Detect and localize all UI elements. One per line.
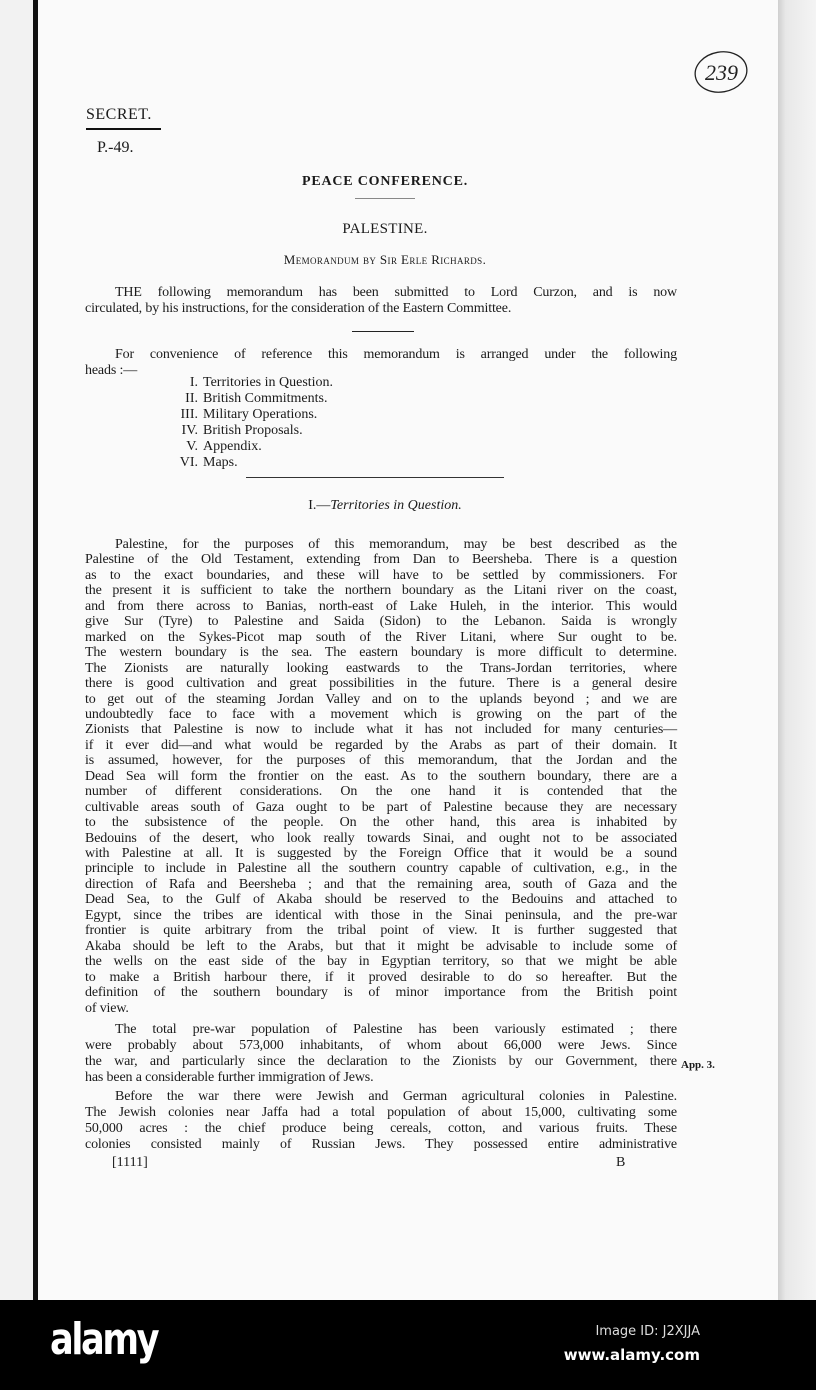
paragraph-line: Egypt, since the tribes are identical with those in the Sinai peninsula, and the pre-war xyxy=(85,907,677,923)
paragraph-line: and from there across to Banias, north-east of Lake Huleh, in the interior. This would xyxy=(85,598,677,614)
heads-item xyxy=(150,375,333,391)
heads-item xyxy=(150,423,333,439)
paragraph-line: as to the exact boundaries, and these will have to be settled by commissioners. For xyxy=(85,567,677,583)
heads-label: Military Operations. xyxy=(203,407,318,422)
watermark-url: www.alamy.com xyxy=(563,1346,700,1364)
binding-edge xyxy=(33,0,38,1300)
document-title: PEACE CONFERENCE. xyxy=(301,174,469,189)
paragraph-line: 50,000 acres : the chief produce being cereals, cotton, and various fruits. These xyxy=(85,1121,677,1136)
paragraph-line: principle to include in Palestine all the southern country capable of cultivation, e.g., in the xyxy=(85,861,677,877)
alamy-logo: alamy xyxy=(50,1314,158,1365)
section-title: Territories in Question. xyxy=(330,498,462,513)
section-heading xyxy=(85,498,685,514)
paragraph-line: were probably about 573,000 inhabitants, of whom about 66,000 were Jews. Since xyxy=(85,1038,677,1053)
paragraph-line: direction of Rafa and Beersheba ; and that the remaining area, south of Gaza and the xyxy=(85,876,677,892)
classification-underline xyxy=(86,128,161,130)
paragraph-line: Zionists that Palestine is now to include what it has not included for many centuries— xyxy=(85,722,677,738)
left-gutter xyxy=(0,0,33,1300)
paragraph-line: of view. xyxy=(85,1000,129,1016)
heads-item xyxy=(150,455,333,471)
heads-item xyxy=(150,407,333,423)
handwritten-folio-number xyxy=(692,48,750,96)
convenience-line: For convenience of reference this memorandum is arranged under the following xyxy=(115,347,677,362)
image-id: Image ID: J2XJJA xyxy=(595,1324,700,1339)
paragraph-line: frontier is quite arbitrary from the tribal point of view. It is further suggested that xyxy=(85,923,677,939)
paper-number: P.-49. xyxy=(97,139,134,156)
paragraph-line: definition of the southern boundary is of minor importance from the British point xyxy=(85,985,677,1001)
paragraph-line: Dead Sea will form the frontier on the east. As to the southern boundary, there are a xyxy=(85,768,677,784)
paragraph-line: marked on the Sykes-Picot map south of the River Litani, where Sur ought to be. xyxy=(85,629,677,645)
heads-label: British Proposals. xyxy=(203,423,303,438)
paragraph-line: give Sur (Tyre) to Palestine and Saida (Sidon) to the Lebanon. Saida is wrongly xyxy=(85,614,677,630)
printer-signature: [1111] xyxy=(112,1155,148,1170)
paragraph-line: there is good cultivation and great possibilities in the future. There is a general desire xyxy=(85,676,677,692)
paragraph-line: The western boundary is the sea. The eastern boundary is more difficult to determine. xyxy=(85,645,677,661)
divider xyxy=(352,331,414,332)
paragraph-line: Dead Sea, to the Gulf of Akaba should be reserved to the Bedouins and attached to xyxy=(85,892,677,908)
folio-number-text: 239 xyxy=(705,60,738,85)
heads-label: Maps. xyxy=(203,455,238,470)
paragraph-line: with Palestine at all. It is suggested by the Foreign Office that it would be a sound xyxy=(85,846,677,861)
heads-numeral: II. xyxy=(185,391,198,406)
paragraph-line: The Zionists are naturally looking eastwards to the Trans-Jordan territories, where xyxy=(85,660,677,676)
heads-label: British Commitments. xyxy=(203,391,328,406)
page-edge-shadow xyxy=(778,0,816,1300)
paragraph-line: Palestine, for the purposes of this memorandum, may be best described as the xyxy=(115,537,677,552)
heads-item xyxy=(150,391,333,407)
paragraph-line: Akaba should be left to the Arabs, but that it might be advisable to include some of xyxy=(85,938,677,954)
intro-line: THE following memorandum has been submitted to Lord Curzon, and is now xyxy=(115,285,677,300)
paragraph-line: is assumed, however, for the purposes of this memorandum, that the Jordan and the xyxy=(85,753,677,769)
paragraph-line: The total pre-war population of Palestine has been variously estimated ; there xyxy=(115,1022,677,1037)
paragraph-line: Bedouins of the desert, who look really towards Sinai, and ought not to be associated xyxy=(85,830,677,846)
paragraph-line: cultivable areas south of Gaza ought to be part of Palestine because they are necessary xyxy=(85,799,677,815)
heads-label: Territories in Question. xyxy=(203,375,334,390)
heads-item xyxy=(150,439,333,455)
intro-line: circulated, by his instructions, for the consideration of the Eastern Committee. xyxy=(85,301,512,316)
divider xyxy=(246,477,504,478)
heads-numeral: VI. xyxy=(179,455,198,470)
paragraph-line: if it ever did—and what would be regarded by the Arabs as part of their domain. It xyxy=(85,737,677,753)
convenience-line: heads :— xyxy=(85,363,138,378)
paragraph-line: to make a British harbour there, if it proved desirable to do so hereafter. But the xyxy=(85,969,677,985)
paragraph-line: to the subsistence of the people. On the other hand, this area is inhabited by xyxy=(85,815,677,831)
sheet-signature: B xyxy=(616,1155,626,1170)
document-subject: PALESTINE. xyxy=(342,221,428,237)
paragraph-line: has been a considerable further immigration of Jews. xyxy=(85,1070,374,1085)
divider xyxy=(355,198,415,199)
heads-numeral: V. xyxy=(186,439,198,454)
paragraph-line: number of different considerations. On the one hand it is contended that the xyxy=(85,784,677,800)
paragraph-line: undoubtedly face to face with a movement which is growing on the part of the xyxy=(85,706,677,722)
byline: Memorandum by Sir Erle Richards. xyxy=(283,252,487,267)
watermark-bar xyxy=(0,1300,816,1390)
margin-note: App. 3. xyxy=(681,1059,715,1071)
paragraph-line: Palestine of the Old Testament, extending from Dan to Beersheba. There is a question xyxy=(85,552,677,568)
paragraph-line: the wells on the east side of the bay in Egyptian territory, so that we might be able xyxy=(85,954,677,970)
paragraph-line: the present it is sufficient to take the northern boundary as the Litani river on the coast, xyxy=(85,583,677,599)
section-number: I.— xyxy=(308,498,331,513)
paragraph-line: The Jewish colonies near Jaffa had a total population of about 15,000, cultivating some xyxy=(85,1105,677,1120)
classification-label: SECRET. xyxy=(86,106,152,123)
heads-list xyxy=(150,375,333,471)
heads-numeral: III. xyxy=(180,407,198,422)
paragraph-line: to get out of the steaming Jordan Valley and on to the uplands beyond ; and we are xyxy=(85,691,677,707)
heads-numeral: IV. xyxy=(181,423,198,438)
paragraph-line: colonies consisted mainly of Russian Jews. They possessed entire administrative xyxy=(85,1137,677,1152)
heads-numeral: I. xyxy=(189,375,198,390)
paragraph-line: Before the war there were Jewish and German agricultural colonies in Palestine. xyxy=(115,1089,677,1104)
paragraph-line: the war, and particularly since the declaration to the Zionists by our Government, there xyxy=(85,1054,677,1069)
heads-label: Appendix. xyxy=(203,439,262,454)
